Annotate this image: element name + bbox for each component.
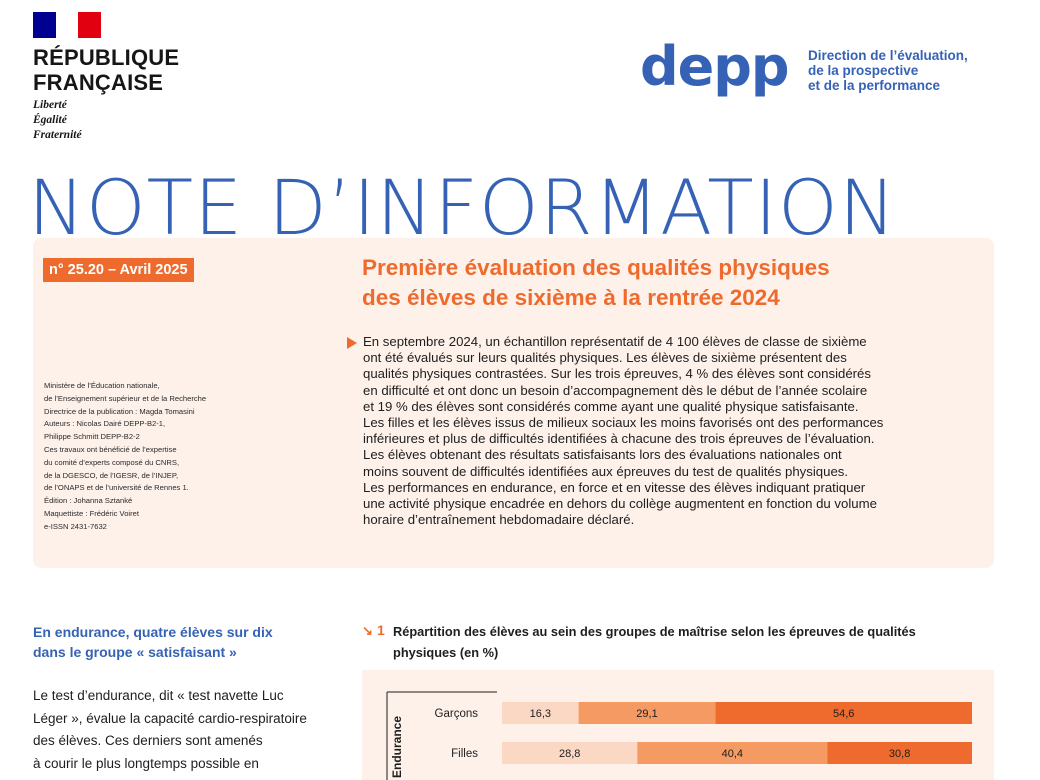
bar-value-label: 40,4	[721, 748, 744, 760]
french-flag-icon	[33, 12, 101, 38]
figure-number: 1	[377, 622, 385, 638]
figure-title: Répartition des élèves au sein des groupes de maîtrise selon les épreuves de qualités physiques (en %)	[393, 624, 916, 660]
bar-value-label: 30,8	[888, 748, 911, 760]
bar-value-label: 28,8	[558, 748, 581, 760]
depp-logo: depp	[640, 35, 789, 98]
depp-subtitle: Direction de l’évaluation, de la prospective et de la performance	[808, 48, 968, 93]
group-label: Endurance	[390, 715, 404, 778]
stacked-bar-chart	[362, 670, 994, 780]
section-heading: En endurance, quatre élèves sur dix dans le groupe « satisfaisant »	[33, 624, 273, 660]
category-label: Filles	[451, 748, 478, 760]
publication-credits: Ministère de l’Éducation nationale, de l’Enseignement supérieur et de la Recherche Directrice de la publication : Magda Tomasini Auteurs : Nicolas Dairé DEPP-B2-1, Philippe Schmitt DEPP-B2-2 Ces travaux ont bénéficié de l’expertise du comité d’experts composé du CNRS, de la DGESCO, de l’IGESR, de l’INJEP, de l’ONAPS et de l’université de Rennes 1. Édition : Johanna Sztanké Maquettiste : Frédéric Voiret e-ISSN 2431-7632	[44, 381, 207, 531]
bar-value-label: 54,6	[832, 708, 855, 720]
republique-francaise-logo	[33, 12, 213, 143]
category-label: Garçons	[434, 708, 478, 720]
article-headline: Première évaluation des qualités physiques des élèves de sixième à la rentrée 2024	[362, 255, 830, 310]
note-information-title: NOTE D’INFORMATION	[28, 163, 897, 252]
abstract-arrow-icon	[347, 337, 357, 349]
bar-value-label: 29,1	[636, 708, 658, 720]
figure-arrow-icon: ↘	[362, 623, 373, 638]
bar-value-label: 16,3	[529, 708, 552, 720]
republic-motto: Liberté Égalité Fraternité	[33, 99, 82, 141]
abstract-text: En septembre 2024, un échantillon représentatif de 4 100 élèves de classe de sixième ont été évalués sur leurs qualités physiques. Les élèves de sixième présentent des qualités physiques contrastées. Sur les trois épreuves, 4 % des élèves sont considérés en difficulté et ont donc un besoin d’accompagnement dès le début de l’année scolaire et 19 % des élèves sont considérés comme ayant une qualité physique satisfaisante. Les filles et les élèves issus de milieux sociaux les moins favorisés ont des performances inférieures et plus de difficultés identifiées à chacune des trois épreuves de l’évaluation. Les élèves obtenant des résultats satisfaisants lors des évaluations nationales ont moins souvent de difficultés identifiées aux épreuves du test de qualités physiques. Les performances en endurance, en force et en vitesse des élèves indiquant pratiquer une activité physique encadrée en dehors du collège augmentent en fonction du volume horaire d’entraînement hebdomadaire déclaré.	[363, 334, 884, 528]
republique-francaise-title: RÉPUBLIQUE FRANÇAISE	[33, 45, 180, 95]
section-body-text: Le test d’endurance, dit « test navette Luc Léger », évalue la capacité cardio-respiratoire des élèves. Ces derniers sont amenés à courir le plus longtemps possible en	[33, 688, 307, 771]
issue-number-badge: n° 25.20 – Avril 2025	[43, 258, 194, 282]
